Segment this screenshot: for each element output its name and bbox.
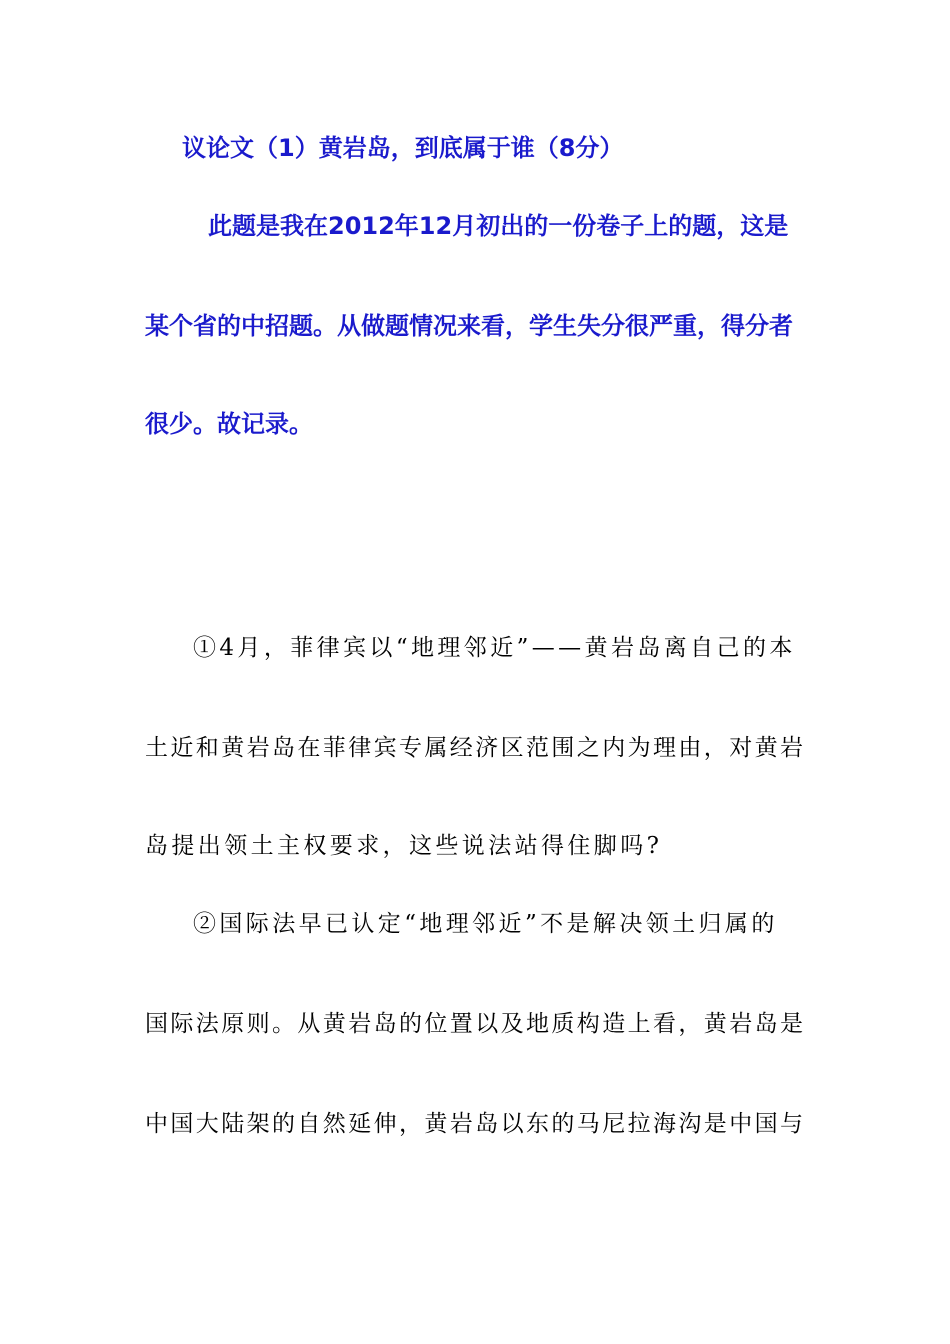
passage-line-3: 岛提出领土主权要求，这些说法站得住脚吗?	[145, 833, 663, 859]
intro-line-3: 很少。故记录。	[145, 410, 313, 438]
passage-line-6: 中国大陆架的自然延伸，黄岩岛以东的马尼拉海沟是中国与	[145, 1111, 806, 1137]
passage-line-1: ①4月，菲律宾以“地理邻近”——黄岩岛离自己的本	[193, 635, 796, 661]
passage-line-2: 土近和黄岩岛在菲律宾专属经济区范围之内为理由，对黄岩	[145, 735, 806, 761]
document-title: 议论文（1）黄岩岛，到底属于谁（8分）	[182, 134, 624, 162]
passage-line-4: ②国际法早已认定“地理邻近”不是解决领土归属的	[193, 911, 778, 937]
intro-line-2: 某个省的中招题。从做题情况来看，学生失分很严重，得分者	[145, 312, 793, 340]
intro-line-1: 此题是我在2012年12月初出的一份卷子上的题，这是	[208, 212, 789, 240]
passage-line-5: 国际法原则。从黄岩岛的位置以及地质构造上看，黄岩岛是	[145, 1011, 806, 1037]
